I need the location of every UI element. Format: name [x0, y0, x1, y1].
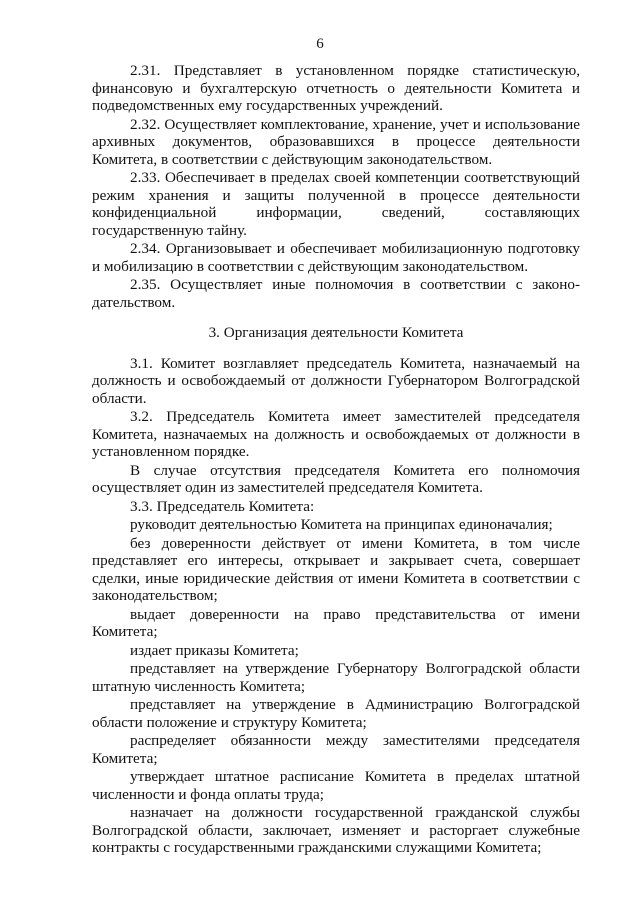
list-item: без доверенности действует от имени Комитета, в том числе представляет его интересы, открывает и закрывает счета, совершает сделки, иные юридические действия от имени Комитета в соответствии с законодательством; [92, 534, 580, 604]
section-heading: 3. Организация деятельности Комитета [208, 324, 464, 341]
list-item: представляет на утверждение Губернатору Волгоградской области штатную численность Комитета; [92, 660, 580, 695]
list-item: утверждает штатное расписание Комитета в пределах штатной численности и фонда оплаты труда; [92, 768, 580, 803]
document-body [92, 62, 580, 858]
paragraph-2-33: 2.33. Обеспечивает в пределах своей компетенции соответствующий режим хранения и защиты полученной в процессе деятельности конфиденциальной информации, сведений, составляющих государственную тайну. [92, 169, 580, 239]
paragraph-3-2: 3.2. Председатель Комитета имеет заместителей председателя Комитета, назначаемых на должность и освобождаемых от должности в установленном порядке. [92, 408, 580, 460]
paragraph-2-32: 2.32. Осуществляет комплектование, хранение, учет и использование архивных документов, образовавшихся в процессе деятельности Комитета, в соответствии с действующим законодательством. [92, 115, 580, 168]
list-item: издает приказы Комитета; [130, 641, 299, 659]
paragraph-3-1: 3.1. Комитет возглавляет председатель Комитета, назначаемый на должность и освобождаемый от должности Губернатором Волгоградской области. [92, 354, 580, 407]
list-item: руководит деятельностью Комитета на принципах единоначалия; [130, 516, 553, 533]
list-item: распределяет обязанности между заместителями председателя Комитета; [92, 732, 580, 767]
page-number: 6 [316, 36, 324, 52]
list-item: выдает доверенности на право представительства от имени Комитета; [92, 605, 580, 640]
paragraph-3-2-absence: В случае отсутствия председателя Комитета его полномочия осуществляет один из заместителей председателя Комитета. [92, 461, 580, 496]
paragraph-2-31: 2.31. Представляет в установленном порядке статистическую, финансовую и бухгалтерскую отчетность о деятельности Комитета и подведомственных ему государственных учреждений. [92, 62, 580, 114]
paragraph-2-35: 2.35. Осуществляет иные полномочия в соответствии с законодательством. [92, 276, 580, 311]
list-item: назначает на должности государственной гражданской службы Волгоградской области, заключает, изменяет и расторгает служебные контракты с государственными гражданскими служащими Комитета; [92, 804, 580, 856]
paragraph-2-34: 2.34. Организовывает и обеспечивает мобилизационную подготовку и мобилизацию в соответствии с действующим законодательством. [92, 240, 580, 275]
paragraph-3-3: 3.3. Председатель Комитета: [130, 497, 315, 515]
list-item: представляет на утверждение в Администрацию Волгоградской области положение и структуру Комитета; [92, 696, 580, 731]
